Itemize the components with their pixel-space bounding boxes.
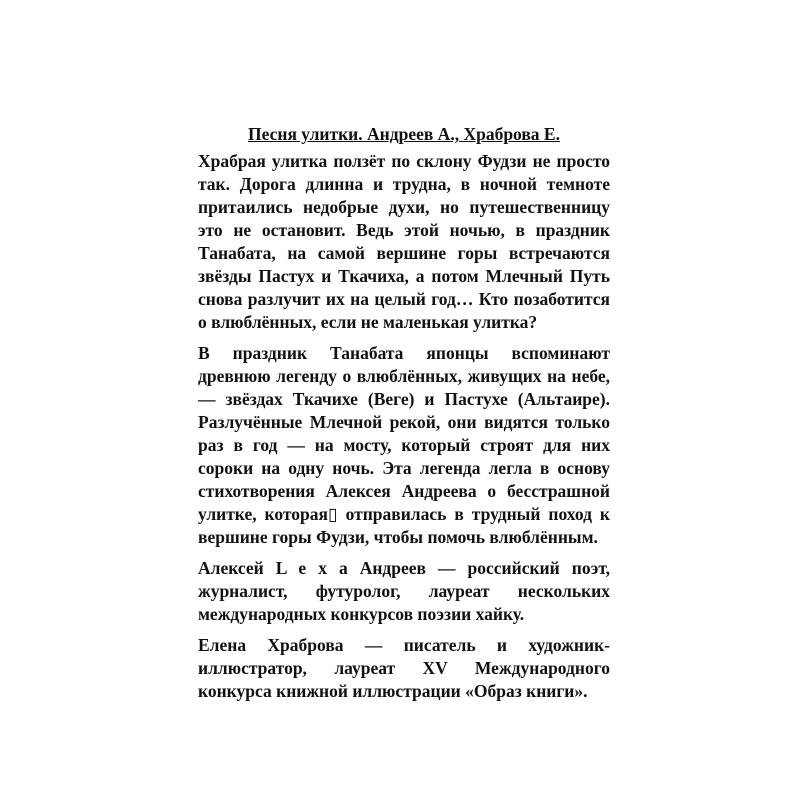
document-body bbox=[198, 122, 610, 711]
paragraph-author-bio: Алексей L e x a Андреев — российский поэт, журналист, футуролог, лауреат нескольких международных конкурсов поэзии хайку. bbox=[198, 558, 610, 624]
document-title: Песня улитки. Андреев А., Храброва Е. bbox=[248, 124, 560, 144]
paragraph-illustrator-bio: Елена Храброва — писатель и художник-иллюстратор, лауреат XV Международного конкурса книжной иллюстрации «Образ книги». bbox=[198, 635, 610, 701]
paragraph-plot: Храбрая улитка ползёт по склону Фудзи не просто так. Дорога длинна и трудна, в ночной темноте притаились недобрые духи, но путешественницу это не остановит. Ведь этой ночью, в праздник Танабата, на самой вершине горы встречаются звёзды Пастух и Ткачиха, а потом Млечный Путь снова разлучит их на целый год… Кто позаботится о влюблённых, если не маленькая улитка? bbox=[198, 151, 610, 332]
paragraph-legend: В праздник Танабата японцы вспоминают древнюю легенду о влюблённых, живущих на небе, — звёздах Ткачихе (Веге) и Пастухе (Альтаире). Разлучённые Млечной рекой, они видятся только раз в год — на мосту, который строят для них сороки на одну ночь. Эта легенда легла в основу стихотворения Алексея Андреева о бесстрашной улитке, которая▯ отправилась в трудный поход к вершине горы Фудзи, чтобы помочь влюблённым. bbox=[198, 343, 610, 547]
